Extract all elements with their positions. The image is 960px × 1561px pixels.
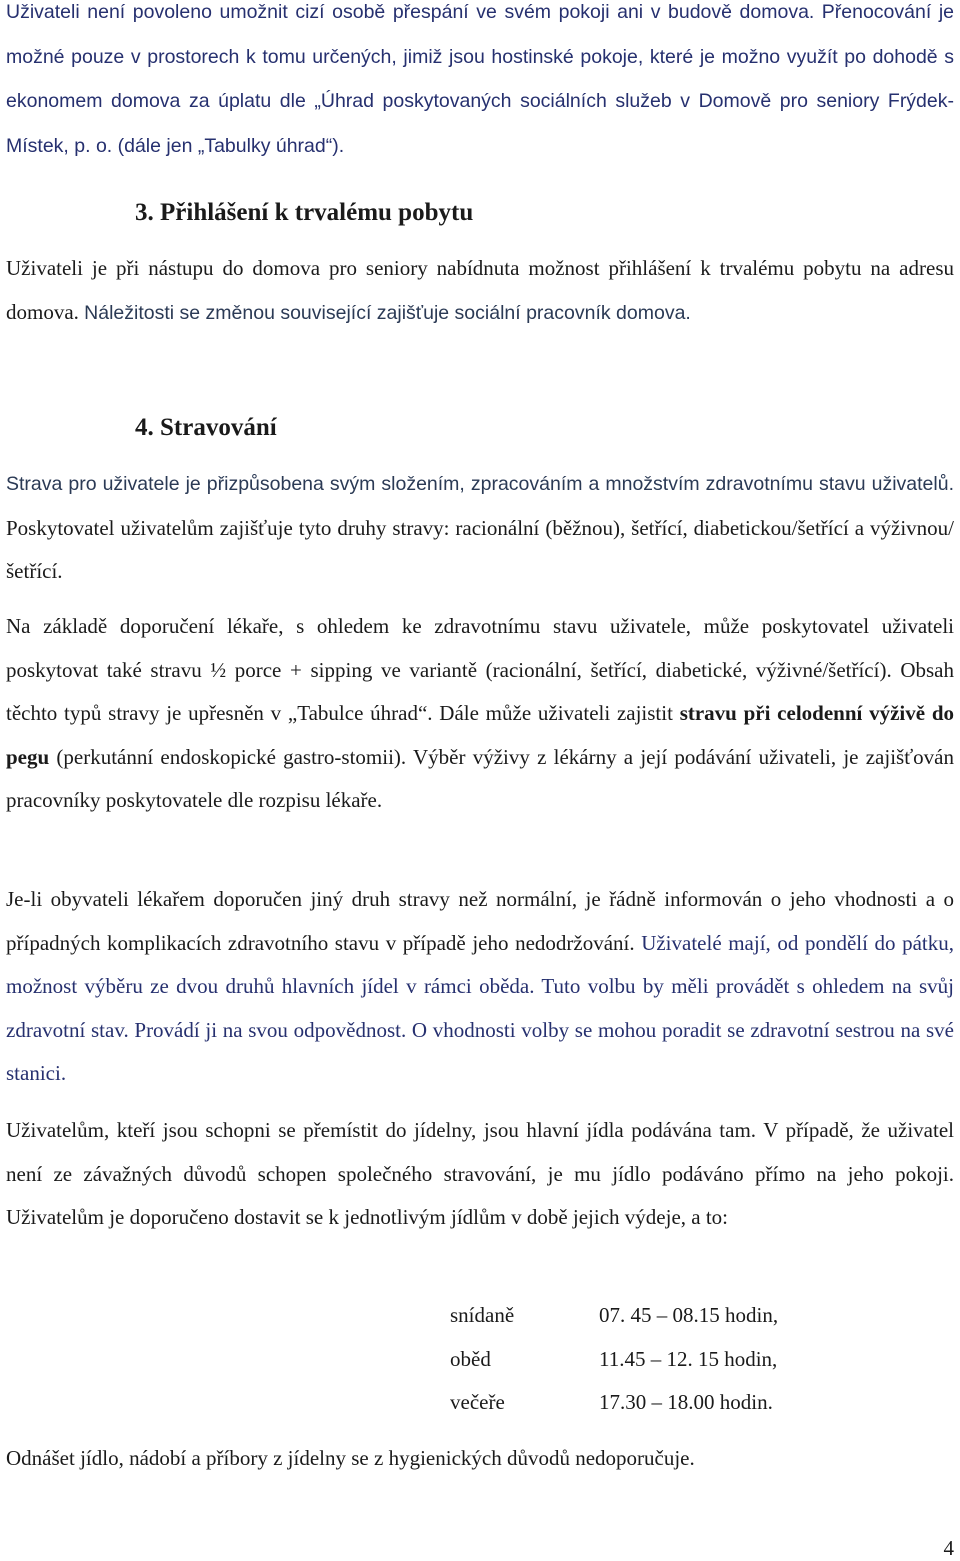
section-4-heading: 4. Stravování: [135, 414, 277, 441]
section-3-text: Uživateli je při nástupu do domova pro seniory nabídnuta možnost přihlášení k trvalému pobytu na adresu domova.: [6, 256, 954, 324]
meal-row: [450, 1338, 778, 1382]
intro-sentence-2: Přenocování je možné pouze v prostorech k tomu určených, jimiž jsou hostinské pokoje, které je možno využít po dohodě s ekonomem domova za úplatu dle „Úhrad poskytovaných sociálních služeb v Domově pro seniory Frýdek-Místek, p. o. (dále jen „Tabulky úhrad“).: [6, 1, 954, 157]
section-4-para3-a: Je-li obyvateli lékařem doporučen jiný druh stravy než normální, je řádně informován o jeho vhodnosti a o případných komplikacích zdravotního stavu v případě jeho nedodržování.: [6, 887, 954, 955]
meal-row: [450, 1294, 778, 1338]
page-number: 4: [943, 1536, 954, 1560]
closing-text: Odnášet jídlo, nádobí a příbory z jídelny se z hygienických důvodů nedoporučuje.: [6, 1446, 695, 1470]
section-4-paragraph-2: [6, 605, 954, 823]
section-4-para4: Uživatelům, kteří jsou schopni se přemístit do jídelny, jsou hlavní jídla podávána tam. V případě, že uživatel není ze závažných důvodů schopen společného stravování, je mu jídlo podáváno přímo na jeho pokoji. Uživatelům je doporučeno dostavit se k jednotlivým jídlům v době jejich výdeje, a to:: [6, 1118, 954, 1229]
section-4-para1-serif: Poskytovatel uživatelům zajišťuje tyto druhy stravy: racionální (běžnou), šetřící, diabetickou/šetřící a výživnou/šetřící.: [6, 515, 954, 583]
meal-row: [450, 1381, 778, 1425]
intro-sentence-1: Uživateli není povoleno umožnit cizí osobě přespání ve svém pokoji ani v budově domova.: [6, 1, 815, 23]
section-4-paragraph-4: [6, 1109, 954, 1240]
section-4-para3-blue: Uživatelé mají, od pondělí do pátku, možnost výběru ze dvou druhů hlavních jídel v rámci oběda. Tuto volbu by měli provádět s ohledem na svůj zdravotní stav. Provádí ji na svou odpovědnost. O vhodnosti volby se mohou poradit se zdravotní sestrou na své stanici.: [6, 930, 954, 1085]
section-4-para2-b: (perkutánní endoskopické gastro-stomii). Výběr výživy z lékárny a její podávání uživateli, je zajišťován pracovníky poskytovatele dle rozpisu lékaře.: [6, 744, 954, 812]
section-4-para2-a: Na základě doporučení lékaře, s ohledem ke zdravotnímu stavu uživatele, může poskytovatel uživateli poskytovat také stravu ½ porce + sipping ve variantě (racionální, šetřící, diabetické, výživné/šetřící). Obsah těchto typů stravy je upřesněn v „Tabulce úhrad“. Dále může uživateli zajistit: [6, 614, 954, 725]
section-4-para1-sans: Strava pro uživatele je přizpůsobena svým složením, zpracováním a množstvím zdravotnímu stavu uživatelů.: [6, 473, 954, 495]
meal-name: oběd: [450, 1346, 491, 1371]
meal-name: večeře: [450, 1390, 505, 1414]
intro-paragraph: [6, 0, 954, 168]
section-3-heading: 3. Přihlášení k trvalému pobytu: [135, 199, 474, 226]
section-3-text-sans: Náležitosti se změnou související zajišťuje sociální pracovník domova.: [84, 301, 691, 324]
closing-paragraph: [6, 1437, 954, 1481]
section-4-para2-bold: stravu při celodenní výživě do pegu: [6, 701, 955, 769]
meal-time: 07. 45 – 08.15 hodin,: [599, 1303, 779, 1327]
section-3-paragraph: [6, 247, 954, 335]
meal-times-list: [450, 1294, 778, 1425]
meal-time: 17.30 – 18.00 hodin.: [599, 1390, 773, 1414]
meal-time: 11.45 – 12. 15 hodin,: [599, 1346, 778, 1371]
meal-name: snídaně: [450, 1303, 515, 1327]
section-4-paragraph-3: [6, 878, 954, 1096]
section-4-paragraph-1: [6, 462, 954, 594]
